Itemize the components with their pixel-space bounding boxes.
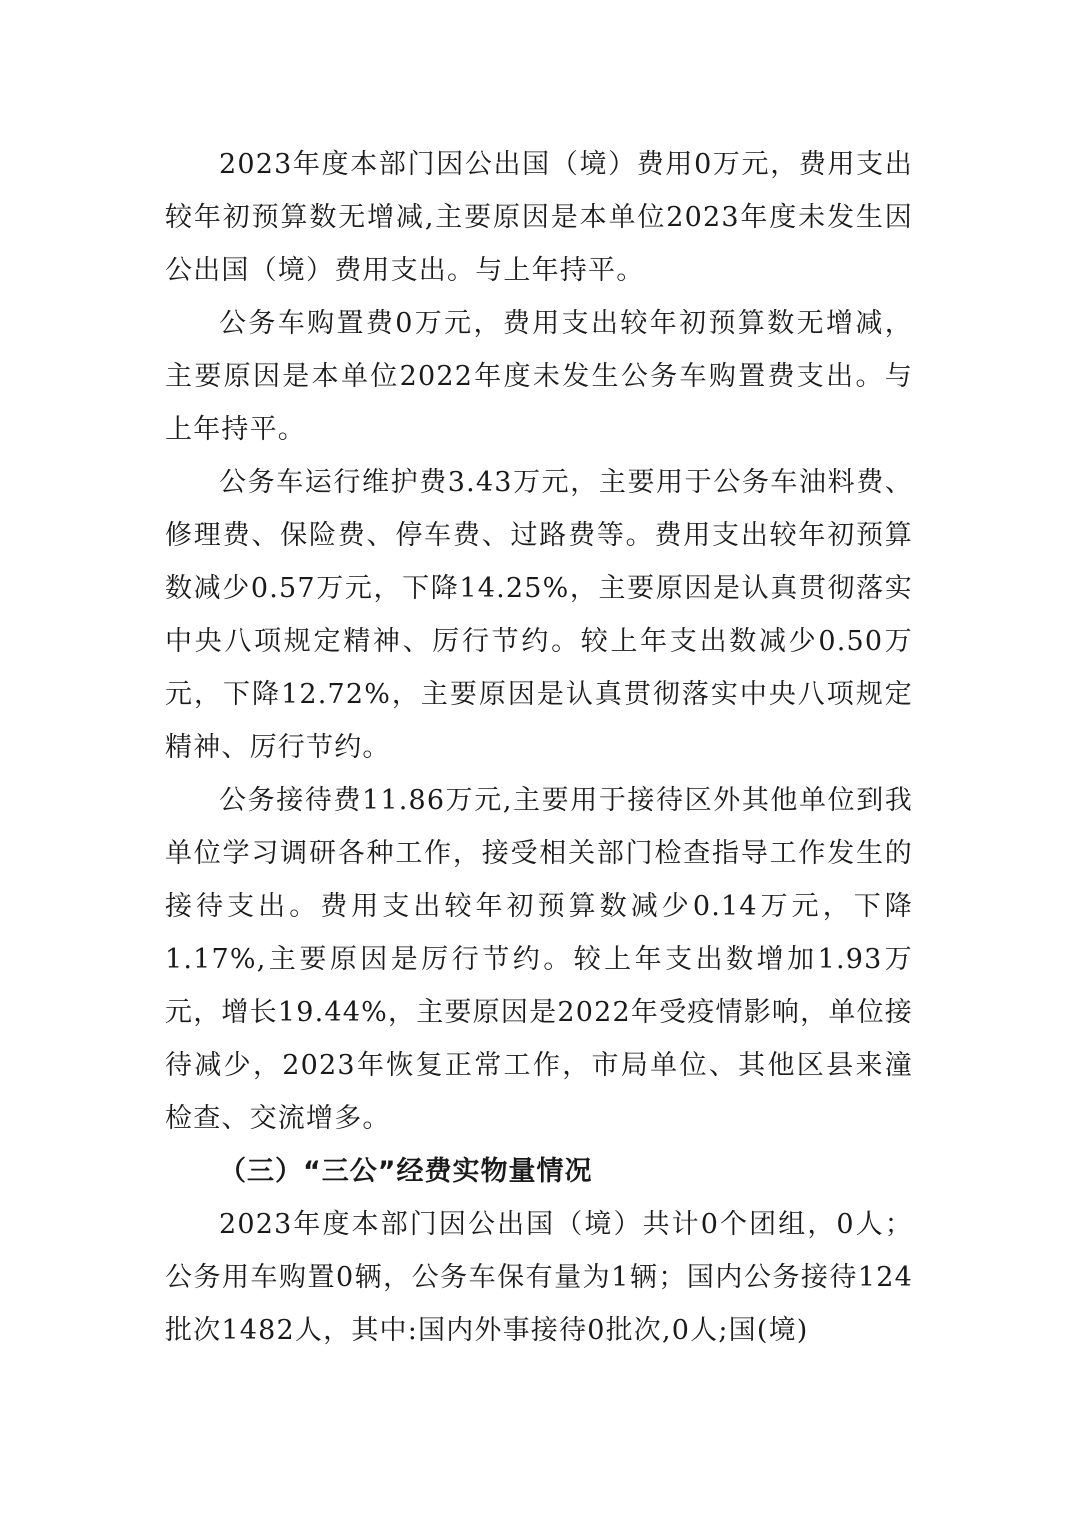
paragraph-overseas-travel: 2023年度本部门因公出国（境）费用0万元，费用支出较年初预算数无增减,主要原因是本单位2023年度未发生因公出国（境）费用支出。与上年持平。 bbox=[165, 149, 913, 286]
paragraph-vehicle-maintenance: 公务车运行维护费3.43万元，主要用于公务车油料费、修理费、保险费、停车费、过路费等。费用支出较年初预算数减少0.57万元，下降14.25%，主要原因是认真贯彻落实中央八项规定精神、厉行节约。较上年支出数减少0.50万元，下降12.72%，主要原因是认真贯彻落实中央八项规定精神、厉行节约。 bbox=[165, 467, 913, 763]
paragraph-physical-quantity: 2023年度本部门因公出国（境）共计0个团组，0人；公务用车购置0辆，公务车保有量为1辆；国内公务接待124批次1482人，其中:国内外事接待0批次,0人;国(境) bbox=[165, 1209, 913, 1346]
document-body bbox=[165, 138, 913, 1357]
section-heading: （三）“三公”经费实物量情况 bbox=[219, 1156, 593, 1187]
paragraph-vehicle-purchase: 公务车购置费0万元，费用支出较年初预算数无增减，主要原因是本单位2022年度未发生公务车购置费支出。与上年持平。 bbox=[165, 308, 913, 445]
paragraph-official-reception: 公务接待费11.86万元,主要用于接待区外其他单位到我单位学习调研各种工作，接受相关部门检查指导工作发生的接待支出。费用支出较年初预算数减少0.14万元，下降1.17%,主要原因是厉行节约。较上年支出数增加1.93万元，增长19.44%，主要原因是2022年受疫情影响，单位接待减少，2023年恢复正常工作，市局单位、其他区县来潼检查、交流增多。 bbox=[165, 785, 913, 1134]
